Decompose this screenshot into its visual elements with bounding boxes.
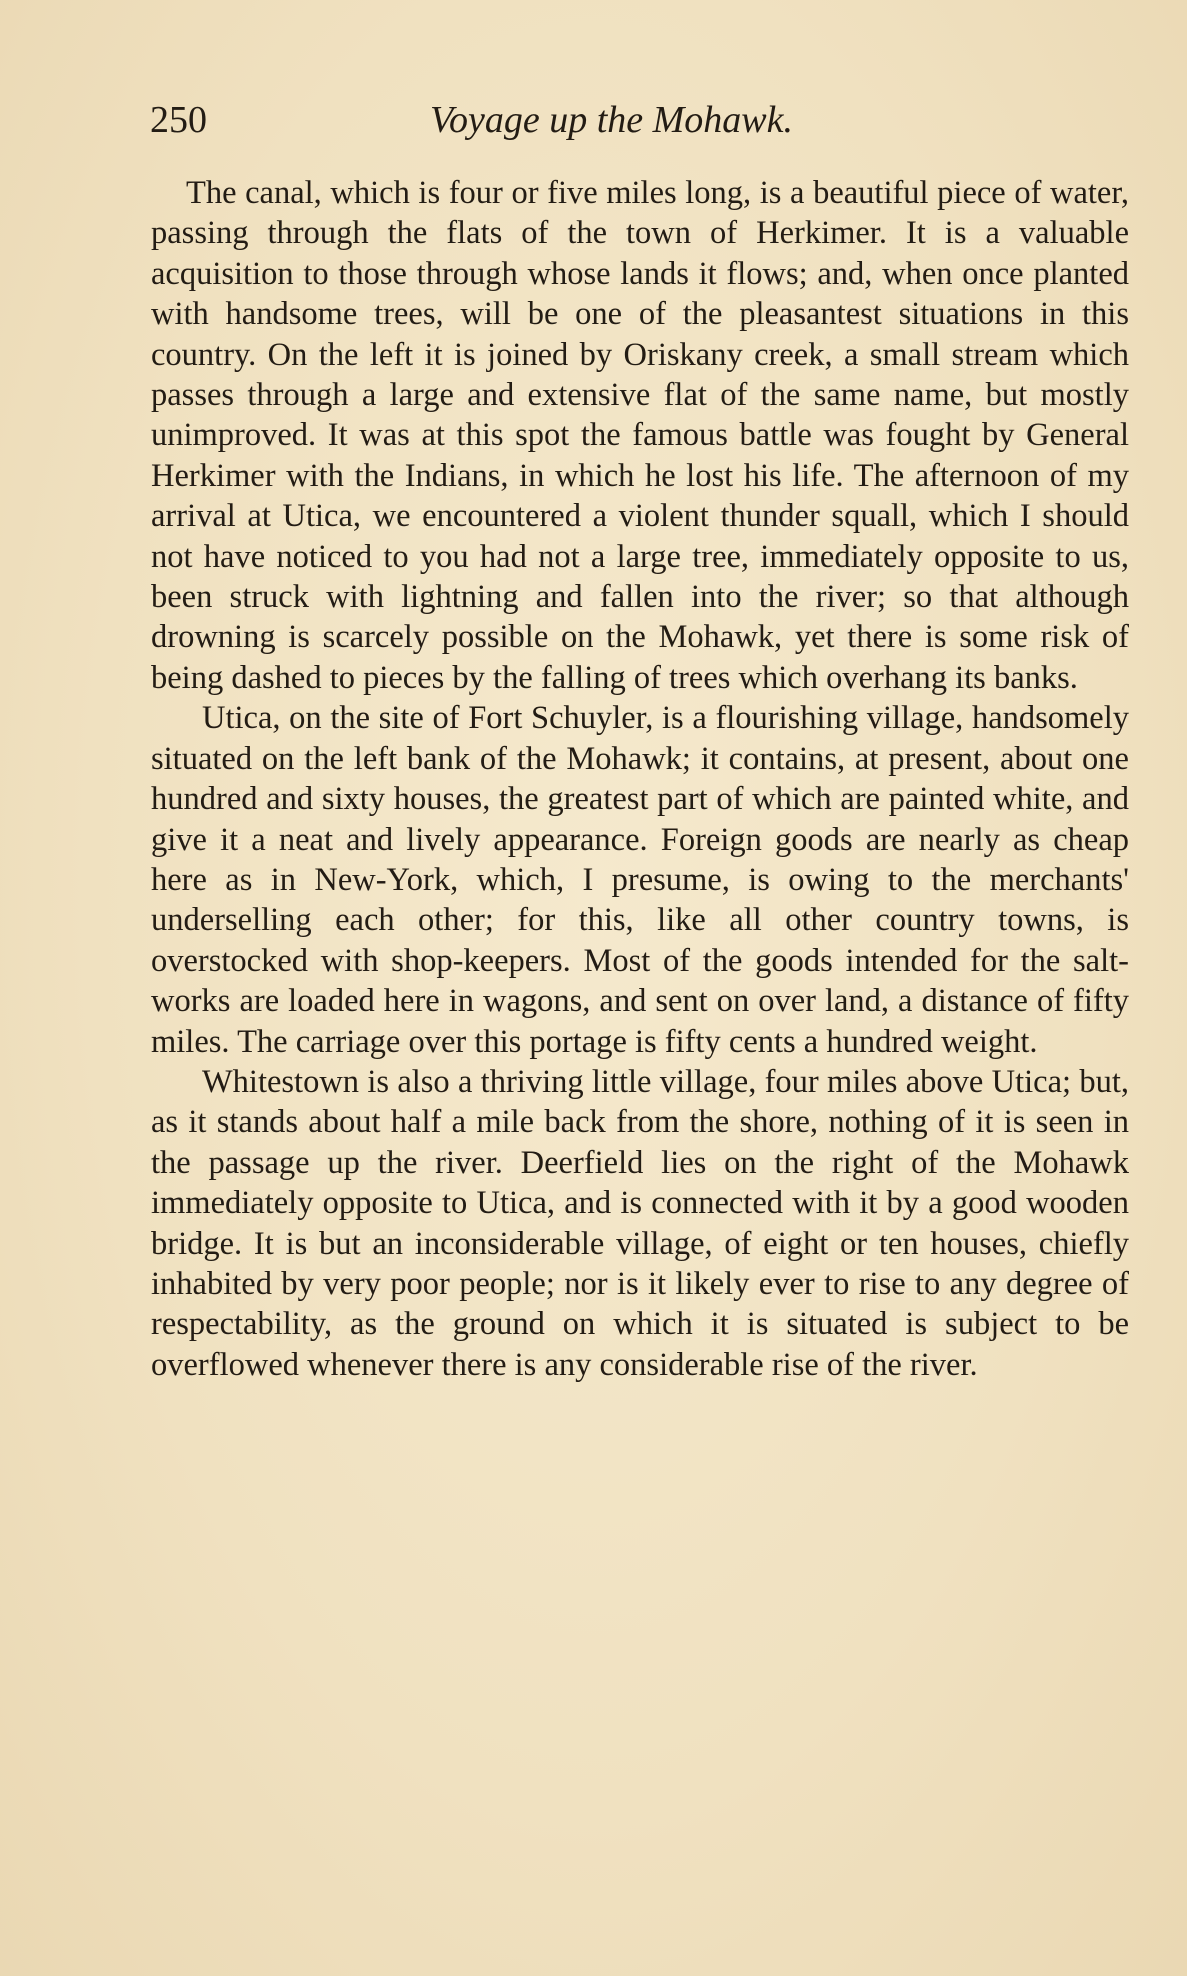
paragraph: Utica, on the site of Fort Schuyler, is a flourishing village, handsomely situated on the left bank of the Mohawk; it contains, at present, about one hundred and sixty houses, the greatest part of which are painted white, and give it a neat and lively appearance. Foreign goods are nearly as cheap here as in New-York, which, I presume, is owing to the merchants' underselling each other; for this, like all other country towns, is overstocked with shop-keepers. Most of the goods intended for the salt-works are loaded here in wagons, and sent on over land, a distance of fifty miles. The carriage over this portage is fifty cents a hundred weight.	[151, 700, 1129, 1060]
running-title: Voyage up the Mohawk.	[430, 99, 794, 141]
page-header	[150, 96, 1030, 144]
page-number: 250	[150, 99, 207, 141]
paragraph: Whitestown is also a thriving little village, four miles above Utica; but, as it stands about half a mile back from the shore, nothing of it is seen in the passage up the river. Deerfield lies on the right of the Mohawk immediately opposite to Utica, and is connected with it by a good wooden bridge. It is but an inconsiderable village, of eight or ten houses, chiefly inhabited by very poor people; nor is it likely ever to rise to any degree of respectability, as the ground on which it is situated is subject to be overflowed whenever there is any considerable rise of the river.	[151, 1063, 1129, 1383]
body-text	[151, 173, 1129, 1385]
paragraph: The canal, which is four or five miles long, is a beautiful piece of water, passing through the flats of the town of Herkimer. It is a valuable acquisition to those through whose lands it flows; and, when once planted with handsome trees, will be one of the pleasantest situations in this country. On the left it is joined by Oriskany creek, a small stream which passes through a large and extensive flat of the same name, but mostly unimproved. It was at this spot the famous battle was fought by General Herkimer with the Indians, in which he lost his life. The afternoon of my arrival at Utica, we encountered a violent thunder squall, which I should not have noticed to you had not a large tree, immediately opposite to us, been struck with lightning and fallen into the river; so that although drowning is scarcely possible on the Mohawk, yet there is some risk of being dashed to pieces by the falling of trees which overhang its banks.	[151, 175, 1129, 696]
